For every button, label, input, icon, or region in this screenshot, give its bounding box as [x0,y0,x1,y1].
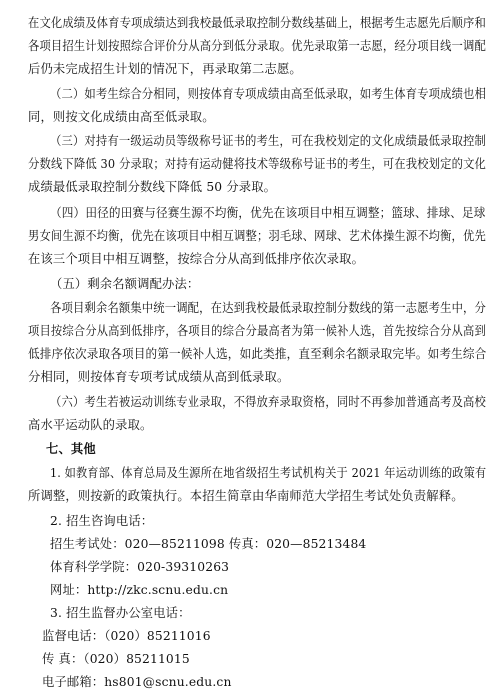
para-6-line-2: 高水平运动队的录取。 [28,418,153,432]
para-3-line-2: 分数线下降低 30 分录取；对持有运动健将技术等级称号证书的考生，可在我校划定的文化 [28,157,487,171]
para-4-line-3: 在该三个项目中相互调整，按综合分从高到低排序依次录取。 [28,252,365,266]
contact-admissions-fax: 招生考试处：020—85211098 传真：020—85213484 [50,537,367,551]
para-1-line-3: 后仍未完成招生计划的情况下，再录取第二志愿。 [28,62,302,76]
para-3-line-1: （三）对持有一级运动员等级称号证书的考生，可在我校划定的文化成绩最低录取控制 [50,134,486,148]
item-1-line-2: 所调整，则按新的政策执行。本招生简章由华南师范大学招生考试处负责解释。 [28,489,464,503]
para-5-line-4: 分相同，则按体育专项考试成绩从高到低录取。 [28,370,290,384]
item-3-heading: 3. 招生监督办公室电话： [50,606,191,620]
supervision-phone: 监督电话：（020）85211016 [42,629,211,643]
para-1-line-1: 在文化成绩及体育专项成绩达到我校最低录取控制分数线基础上，根据考生志愿先后顺序和 [28,16,486,30]
para-4-line-1: （四）田径的田赛与径赛生源不均衡，优先在该项目中相互调整；篮球、排球、足球 [50,206,486,220]
item-2-heading: 2. 招生咨询电话： [50,514,154,528]
supervision-email: 电子邮箱：hs801@scnu.edu.cn [42,675,232,689]
para-6-line-1: （六）考生若被运动训练专业录取，不得放弃录取资格，同时不再参加普通高考及高校 [50,395,486,409]
para-5-line-2: 项目按综合分从高到低排序，各项目的综合分最高者为第一候补人选，首先按综合分从高到 [28,324,486,338]
para-5-line-3: 低排序依次录取各项目的第一候补人选，如此类推，直至剩余名额录取完毕。如考生综合 [28,347,487,361]
para-2-line-2: 同，则按文化成绩由高至低录取。 [28,110,215,124]
supervision-fax: 传 真：（020）85211015 [42,652,190,666]
para-4-line-2: 男女间生源不均衡，优先在该项目中相互调整；羽毛球、网球、艺术体操生源不均衡，优先 [28,229,486,243]
section-heading: 七、其他 [46,442,96,456]
item-1-line-1: 1. 如教育部、体育总局及生源所在地省级招生考试机构关于 2021 年运动训练的政策有 [50,466,487,480]
contact-sports-school: 体育科学学院：020-39310263 [50,560,230,574]
para-5-line-1: 各项目剩余名额集中统一调配，在达到我校最低录取控制分数线的第一志愿考生中，分 [50,301,486,315]
para-2-line-1: （二）如考生综合分相同，则按体育专项成绩由高至低录取，如考生体育专项成绩也相 [50,87,486,101]
contact-website: 网址：http://zkc.scnu.edu.cn [50,583,229,597]
subheading-5: （五）剩余名额调配办法： [50,277,200,291]
para-3-line-3: 成绩最低录取控制分数线下降低 50 分录取。 [28,180,277,194]
para-1-line-2: 各项目招生计划按照综合评价分从高分到低分录取。优先录取第一志愿，经分项目线一调配 [28,39,486,53]
